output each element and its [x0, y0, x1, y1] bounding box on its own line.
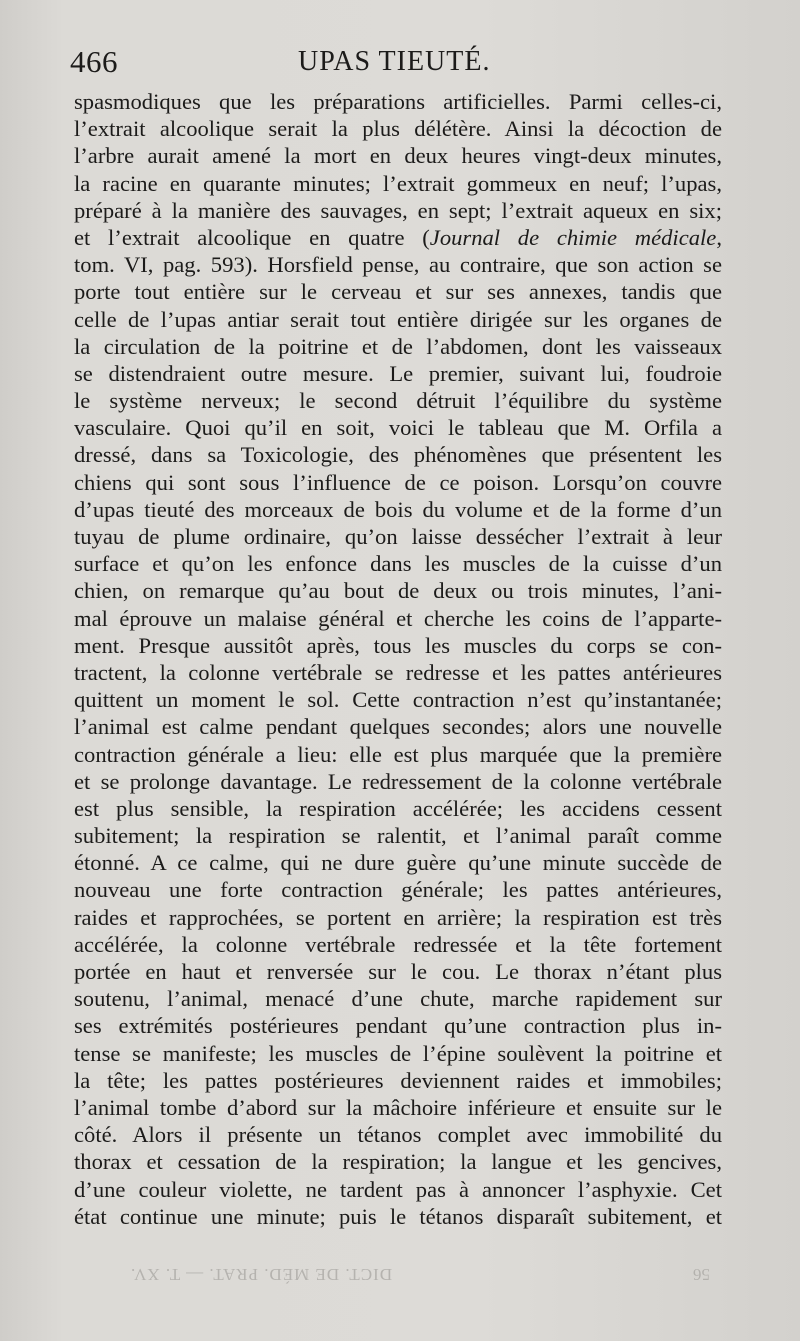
text-line: est plus sensible, la respiration accélérée; les accidens cessent: [74, 795, 722, 821]
text-line: préparé à la manière des sauvages, en sept; l’extrait aqueux en six;: [74, 197, 722, 223]
body-text: [74, 88, 722, 1230]
text-line: raides et rapprochées, se portent en arrière; la respiration est très: [74, 904, 722, 930]
text-line: tractent, la colonne vertébrale se redresse et les pattes antérieures: [74, 659, 722, 685]
text-line: et l’extrait alcoolique en quatre (Journal de chimie médicale,: [74, 224, 722, 250]
text-line: accélérée, la colonne vertébrale redressée et la tête fortement: [74, 931, 722, 957]
text-line: d’upas tieuté des morceaux de bois du volume et de la forme d’un: [74, 496, 722, 522]
text-line: soutenu, l’animal, menacé d’une chute, marche rapidement sur: [74, 986, 722, 1012]
text-line: nouveau une forte contraction générale; les pattes antérieures,: [74, 877, 722, 903]
page-number: 466: [70, 44, 118, 79]
text-line: côté. Alors il présente un tétanos complet avec immobilité du: [74, 1122, 722, 1148]
text-line: et se prolonge davantage. Le redressement de la colonne vertébrale: [74, 768, 722, 794]
text-line: vasculaire. Quoi qu’il en soit, voici le tableau que M. Orfila a: [74, 415, 722, 441]
text-line: se distendraient outre mesure. Le premier, suivant lui, foudroie: [74, 360, 722, 386]
signature-text: DICT. DE MÉD. PRAT. — T. XV.: [130, 1265, 393, 1284]
text-line: mal éprouve un malaise général et cherche les coins de l’apparte-: [74, 605, 722, 631]
text-line: surface et qu’on les enfonce dans les muscles de la cuisse d’un: [74, 551, 722, 577]
text-line: portée en haut et renversée sur le cou. Le thorax n’étant plus: [74, 959, 722, 984]
text-line: porte tout entière sur le cerveau et sur ses annexes, tandis que: [74, 279, 722, 305]
text-line: le système nerveux; le second détruit l’équilibre du système: [74, 388, 722, 414]
text-line: spasmodiques que les préparations artificielles. Parmi celles-ci,: [74, 89, 722, 114]
text-line: la circulation de la poitrine et de l’abdomen, dont les vaisseaux: [74, 333, 722, 359]
text-line: tom. VI, pag. 593). Horsfield pense, au contraire, que son action se: [74, 252, 722, 278]
text-line: étonné. A ce calme, qui ne dure guère qu’une minute succède de: [74, 850, 722, 876]
text-line: chiens qui sont sous l’influence de ce poison. Lorsqu’on couvre: [74, 469, 722, 495]
text-line: celle de l’upas antiar serait tout entière dirigée sur les organes de: [74, 306, 722, 332]
text-line: thorax et cessation de la respiration; la langue et les gencives,: [74, 1149, 722, 1175]
text-line: l’animal tombe d’abord sur la mâchoire inférieure et ensuite sur le: [74, 1094, 722, 1120]
text-line: ment. Presque aussitôt après, tous les muscles du corps se con-: [74, 632, 722, 658]
text-line: tense se manifeste; les muscles de l’épine soulèvent la poitrine et: [74, 1040, 722, 1066]
text-line: l’arbre aurait amené la mort en deux heures vingt-deux minutes,: [74, 143, 722, 169]
text-line: l’extrait alcoolique serait la plus délétère. Ainsi la décoction de: [74, 116, 722, 142]
text-line: ses extrémités postérieures pendant qu’une contraction plus in-: [74, 1013, 722, 1039]
text-line: chien, on remarque qu’au bout de deux ou trois minutes, l’ani-: [74, 578, 722, 604]
text-line: la tête; les pattes postérieures deviennent raides et immobiles;: [74, 1067, 722, 1093]
text-line: contraction générale a lieu: elle est plus marquée que la première: [74, 741, 722, 767]
text-line: tuyau de plume ordinaire, qu’on laisse dessécher l’extrait à leur: [74, 524, 722, 549]
text-line: dressé, dans sa Toxicologie, des phénomènes que présentent les: [74, 442, 722, 468]
signature-mark: [130, 1258, 730, 1284]
running-title: UPAS TIEUTÉ.: [298, 46, 491, 77]
text-line: quittent un moment le sol. Cette contraction n’est qu’instantanée;: [74, 687, 722, 713]
text-line: d’une couleur violette, ne tardent pas à annoncer l’asphyxie. Cet: [74, 1176, 722, 1202]
text-line: subitement; la respiration se ralentit, et l’animal paraît comme: [74, 823, 722, 849]
text-line: l’animal est calme pendant quelques secondes; alors une nouvelle: [74, 714, 722, 740]
signature-number: 56: [693, 1265, 710, 1284]
text-line: la racine en quarante minutes; l’extrait gommeux en neuf; l’upas,: [74, 170, 722, 196]
page-header: [70, 44, 735, 84]
text-line: état continue une minute; puis le tétanos disparaît subitement, et: [74, 1203, 722, 1229]
